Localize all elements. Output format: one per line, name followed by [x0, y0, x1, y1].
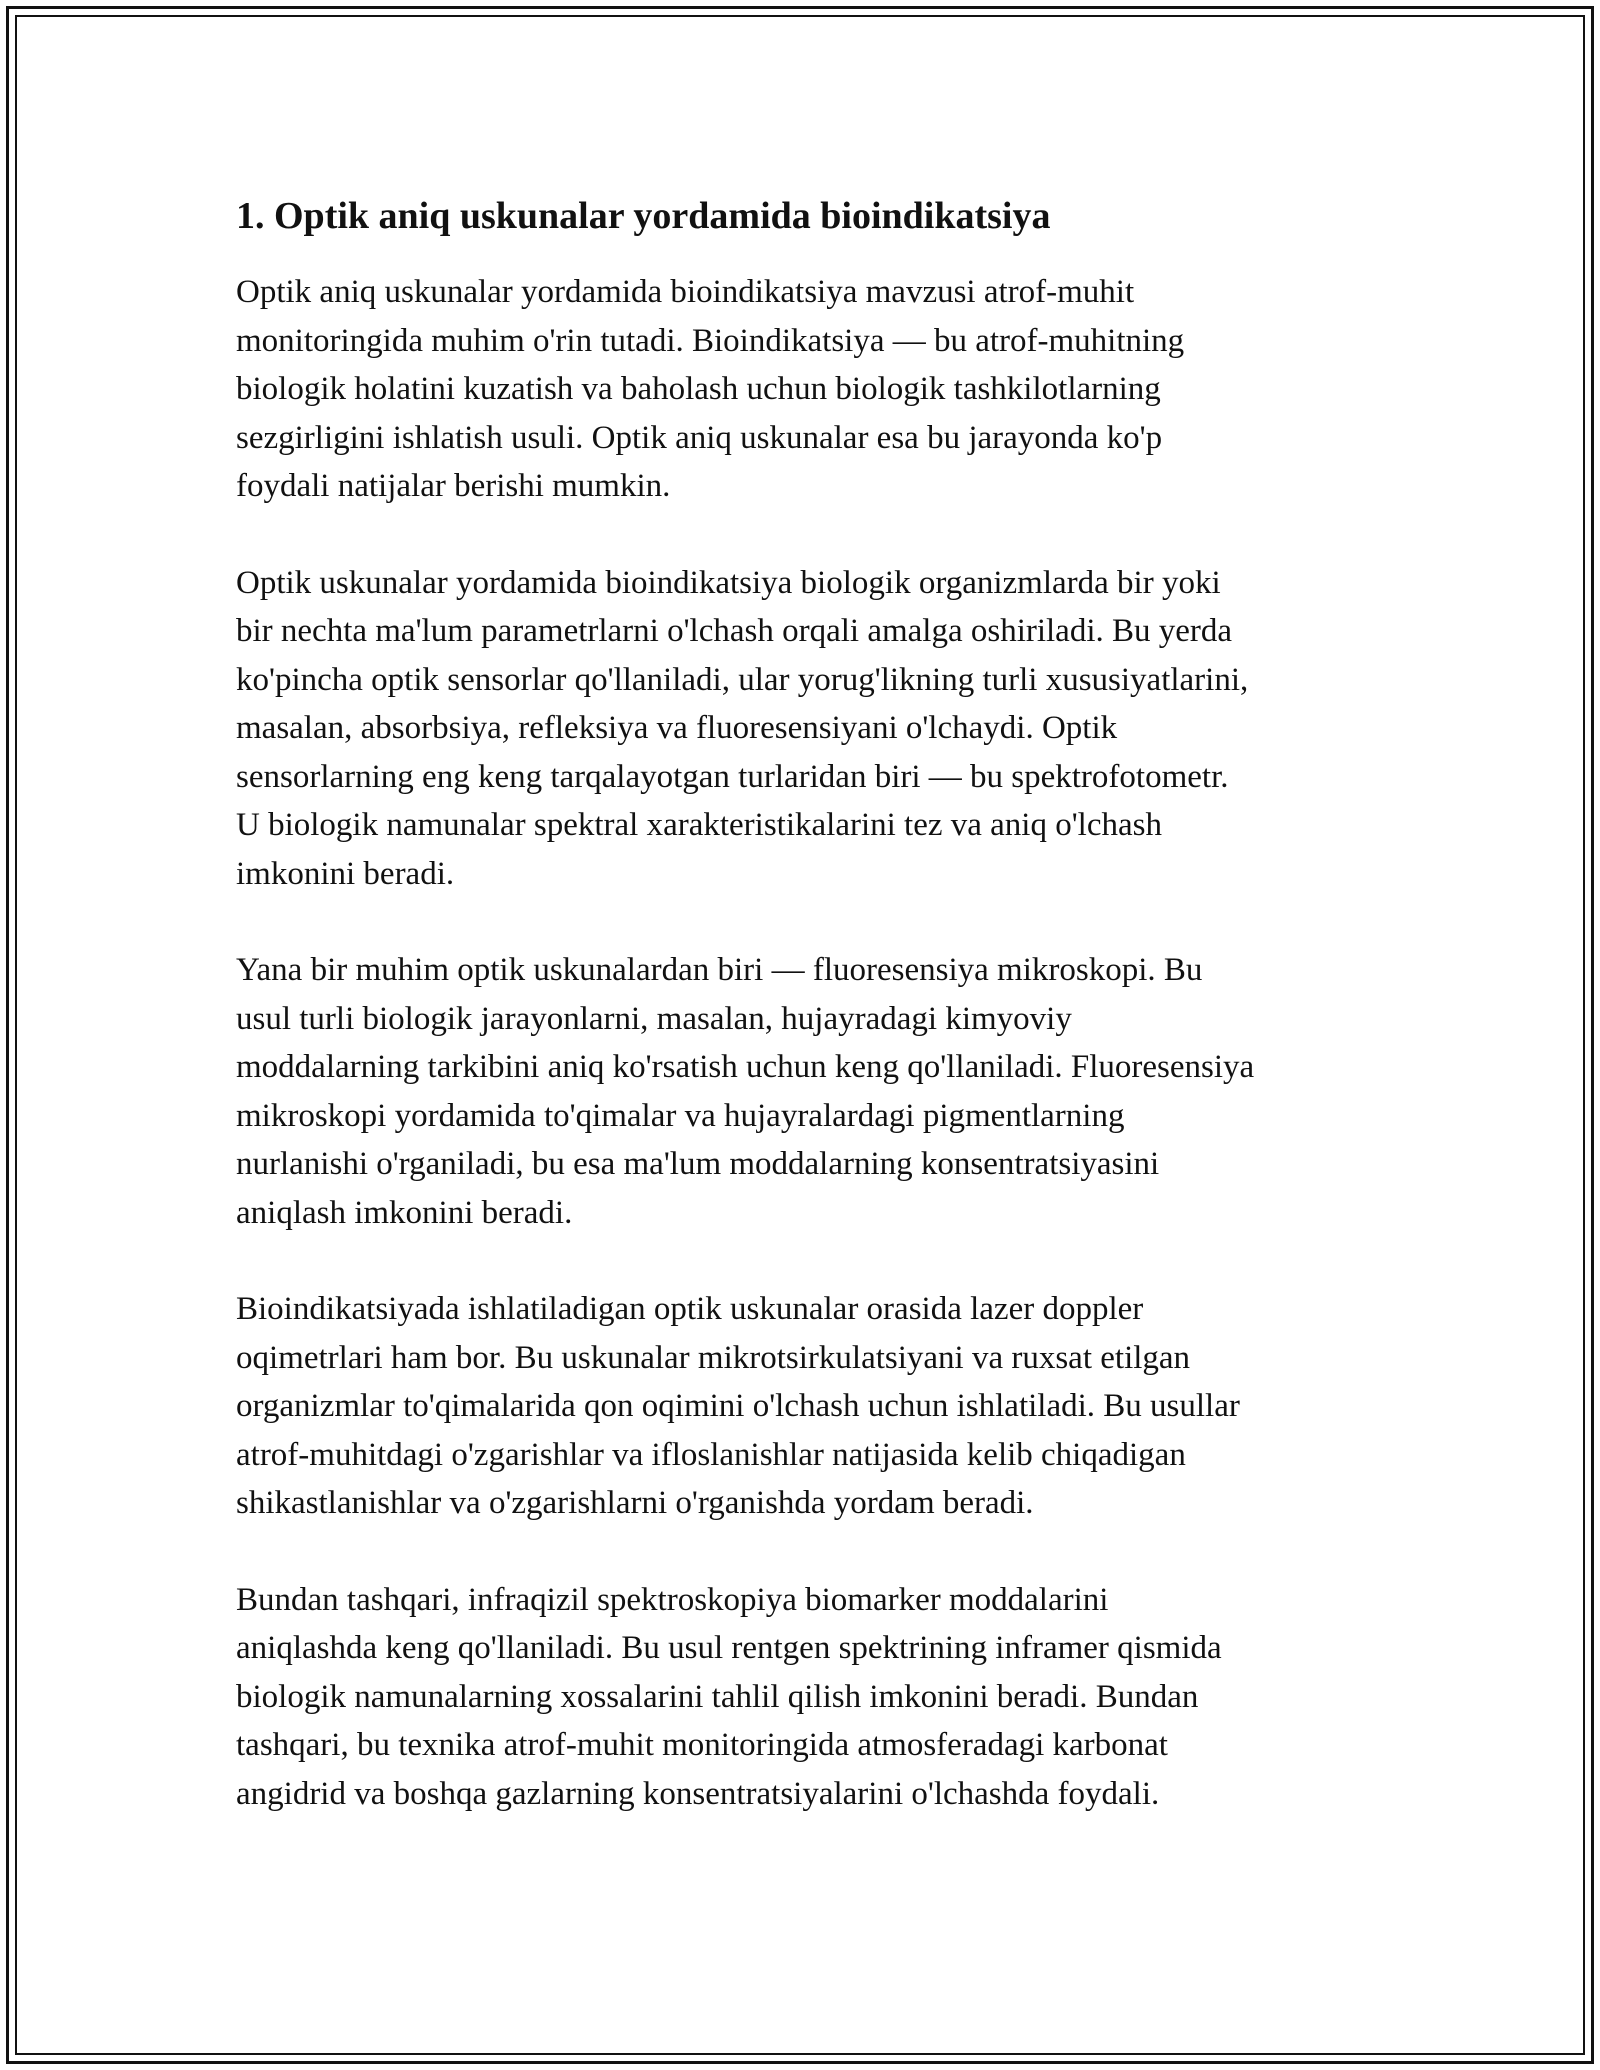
- text-line: Optik uskunalar yordamida bioindikatsiya biologik organizmlarda bir yoki: [236, 564, 1221, 601]
- text-line: bir nechta ma'lum parametrlarni o'lchash orqali amalga oshiriladi. Bu yerda: [236, 613, 1233, 649]
- text-line: Yana bir muhim optik uskunalardan biri — fluoresensiya mikroskopi. Bu: [236, 952, 1203, 988]
- page-title: 1. Optik aniq uskunalar yordamida bioindikatsiya: [236, 195, 1051, 237]
- text-line: monitoringida muhim o'rin tutadi. Bioindikatsiya — bu atrof-muhitning: [236, 322, 1185, 359]
- text-line: aniqlash imkonini beradi.: [236, 1194, 573, 1231]
- text-line: sensorlarning eng keng tarqalayotgan turlaridan biri — bu spektrofotometr.: [236, 758, 1229, 795]
- text-line: biologik namunalarning xossalarini tahlil qilish imkonini beradi. Bundan: [236, 1678, 1199, 1715]
- paragraph-3: [236, 946, 1386, 1237]
- text-line: biologik holatini kuzatish va baholash uchun biologik tashkilotlarning: [236, 371, 1161, 407]
- text-line: atrof-muhitdagi o'zgarishlar va ifloslanishlar natijasida kelib chiqadigan: [236, 1436, 1186, 1473]
- paragraph-list: [236, 268, 1386, 1818]
- text-line: Optik aniq uskunalar yordamida bioindikatsiya mavzusi atrof-muhit: [236, 274, 1135, 310]
- text-line: U biologik namunalar spektral xarakteristikalarini tez va aniq o'lchash: [236, 807, 1162, 843]
- paragraph-5: [236, 1576, 1386, 1819]
- text-line: moddalarning tarkibini aniq ko'rsatish uchun keng qo'llaniladi. Fluoresensiya: [236, 1049, 1255, 1085]
- text-line: Bundan tashqari, infraqizil spektroskopiya biomarker moddalarini: [236, 1581, 1109, 1618]
- text-line: aniqlashda keng qo'llaniladi. Bu usul rentgen spektrining inframer qismida: [236, 1630, 1222, 1666]
- text-line: tashqari, bu texnika atrof-muhit monitoringida atmosferadagi karbonat: [236, 1727, 1168, 1763]
- paragraph-2: [236, 559, 1386, 899]
- text-line: imkonini beradi.: [236, 855, 455, 892]
- text-line: oqimetrlari ham bor. Bu uskunalar mikrotsirkulatsiyani va ruxsat etilgan: [236, 1339, 1191, 1376]
- text-line: mikroskopi yordamida to'qimalar va hujayralardagi pigmentlarning: [236, 1097, 1125, 1134]
- text-line: Bioindikatsiyada ishlatiladigan optik uskunalar orasida lazer doppler: [236, 1291, 1144, 1327]
- document-body: [236, 190, 1386, 1866]
- text-line: masalan, absorbsiya, refleksiya va fluoresensiyani o'lchaydi. Optik: [236, 710, 1118, 746]
- text-line: ko'pincha optik sensorlar qo'llaniladi, ular yorug'likning turli xususiyatlarini,: [236, 661, 1249, 698]
- text-line: usul turli biologik jarayonlarni, masalan, hujayradagi kimyoviy: [236, 1000, 1072, 1037]
- paragraph-4: [236, 1285, 1386, 1528]
- text-line: foydali natijalar berishi mumkin.: [236, 468, 671, 504]
- text-line: nurlanishi o'rganiladi, bu esa ma'lum moddalarning konsentratsiyasini: [236, 1146, 1160, 1182]
- text-line: sezgirligini ishlatish usuli. Optik aniq uskunalar esa bu jarayonda ko'p: [236, 419, 1163, 456]
- text-line: shikastlanishlar va o'zgarishlarni o'rganishda yordam beradi.: [236, 1485, 1034, 1521]
- text-line: angidrid va boshqa gazlarning konsentratsiyalarini o'lchashda foydali.: [236, 1775, 1160, 1812]
- text-line: organizmlar to'qimalarida qon oqimini o'lchash uchun ishlatiladi. Bu usullar: [236, 1388, 1240, 1424]
- paragraph-1: [236, 268, 1386, 511]
